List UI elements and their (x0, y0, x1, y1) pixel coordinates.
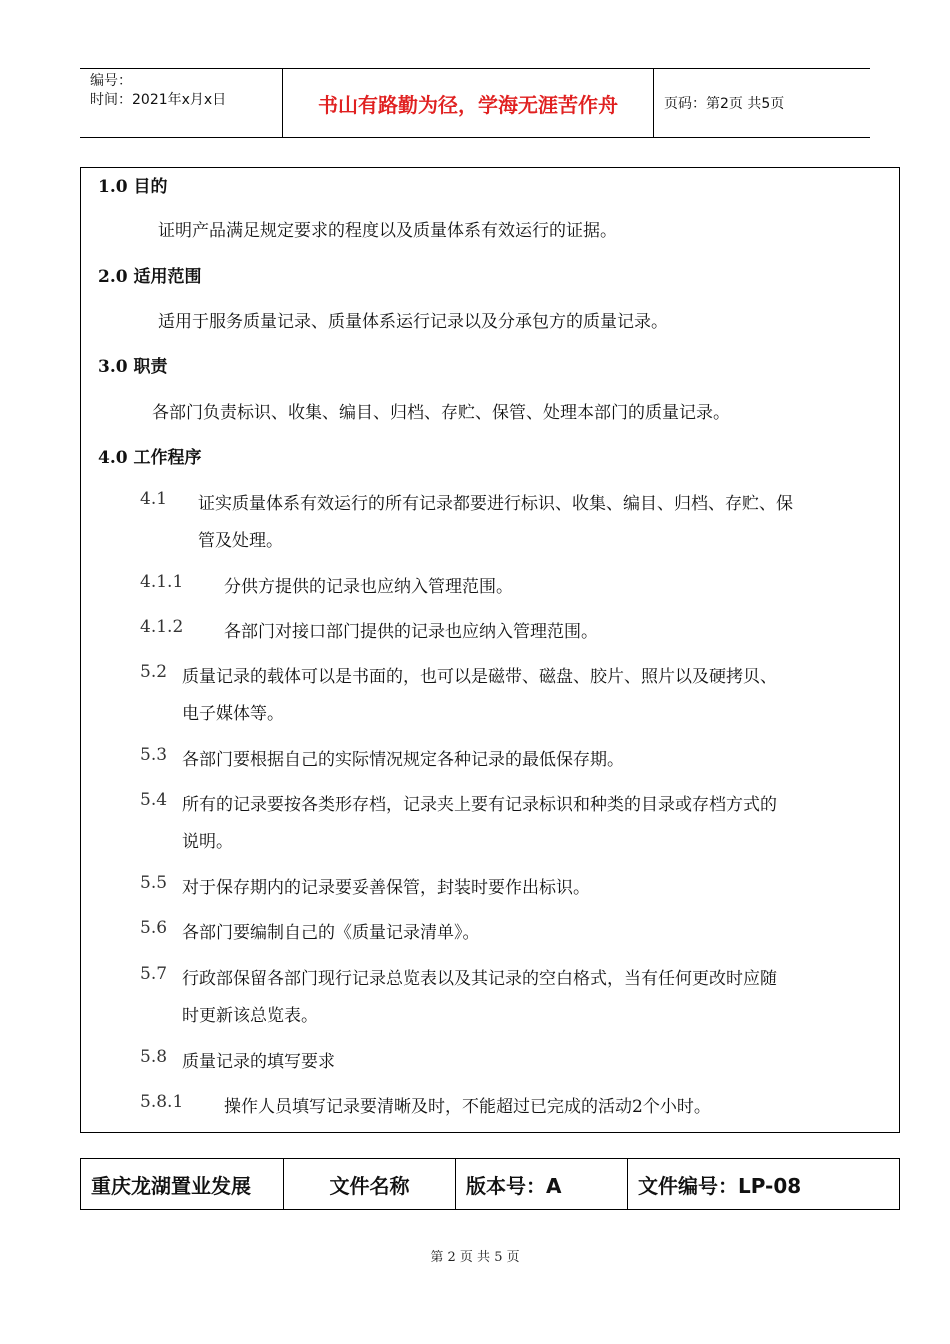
item-number: 5.5 (140, 873, 168, 893)
footer-doc-no: 文件编号：LP-08 (638, 1173, 802, 1198)
time-label: 时间：2021年x月x日 (90, 92, 227, 108)
item-number: 5.7 (140, 964, 168, 984)
document-footer (80, 1158, 900, 1210)
item-4-1-line-1: 证实质量体系有效运行的所有记录都要进行标识、收集、编目、归档、存贮、保 (198, 494, 793, 514)
section-1-title: 1.0 目的 (98, 177, 168, 197)
section-2-text: 适用于服务质量记录、质量体系运行记录以及分承包方的质量记录。 (158, 312, 668, 332)
section-3-title: 3.0 职责 (98, 357, 168, 377)
item-number: 4.1.2 (140, 617, 184, 637)
header-meta (80, 69, 282, 137)
header-motto: 书山有路勤为径，学海无涯苦作舟 (282, 69, 654, 137)
item-5-7-line-2: 时更新该总览表。 (182, 1006, 318, 1026)
item-5-4-line-2: 说明。 (182, 832, 233, 852)
header-page-info: 页码：第2页 共5页 (664, 96, 785, 112)
item-number: 5.8.1 (140, 1092, 184, 1112)
page-number: 第 2 页 共 5 页 (430, 1250, 520, 1265)
footer-company: 重庆龙湖置业发展 (81, 1159, 284, 1209)
item-number: 5.2 (140, 662, 168, 682)
item-number: 5.3 (140, 745, 168, 765)
section-1-text: 证明产品满足规定要求的程度以及质量体系有效运行的证据。 (158, 221, 617, 241)
document-header (80, 68, 870, 138)
item-number: 5.6 (140, 918, 168, 938)
item-5-3: 各部门要根据自己的实际情况规定各种记录的最低保存期。 (182, 750, 624, 770)
item-5-6: 各部门要编制自己的《质量记录清单》。 (182, 923, 480, 943)
number-label: 编号： (90, 73, 132, 89)
item-4-1-line-2: 管及处理。 (198, 531, 283, 551)
section-3-text: 各部门负责标识、收集、编目、归档、存贮、保管、处理本部门的质量记录。 (152, 403, 730, 423)
section-2-title: 2.0 适用范围 (98, 267, 202, 287)
footer-version: 版本号：A (456, 1159, 628, 1209)
item-number: 4.1.1 (140, 572, 184, 592)
item-4-1-1: 分供方提供的记录也应纳入管理范围。 (224, 577, 513, 597)
footer-doc-name: 文件名称 (284, 1159, 456, 1209)
item-5-2-line-2: 电子媒体等。 (182, 704, 284, 724)
item-number: 5.8 (140, 1047, 168, 1067)
section-4-title: 4.0 工作程序 (98, 448, 202, 468)
item-5-5: 对于保存期内的记录要妥善保管，封装时要作出标识。 (182, 878, 590, 898)
item-5-7-line-1: 行政部保留各部门现行记录总览表以及其记录的空白格式，当有任何更改时应随 (182, 969, 777, 989)
item-4-1-2: 各部门对接口部门提供的记录也应纳入管理范围。 (224, 622, 598, 642)
item-5-8-1: 操作人员填写记录要清晰及时，不能超过已完成的活动2个小时。 (224, 1097, 711, 1117)
item-5-8: 质量记录的填写要求 (182, 1052, 335, 1072)
item-5-2-line-1: 质量记录的载体可以是书面的，也可以是磁带、磁盘、胶片、照片以及硬拷贝、 (182, 667, 777, 687)
item-number: 5.4 (140, 790, 168, 810)
item-number: 4.1 (140, 489, 168, 509)
item-5-4-line-1: 所有的记录要按各类形存档，记录夹上要有记录标识和种类的目录或存档方式的 (182, 795, 777, 815)
